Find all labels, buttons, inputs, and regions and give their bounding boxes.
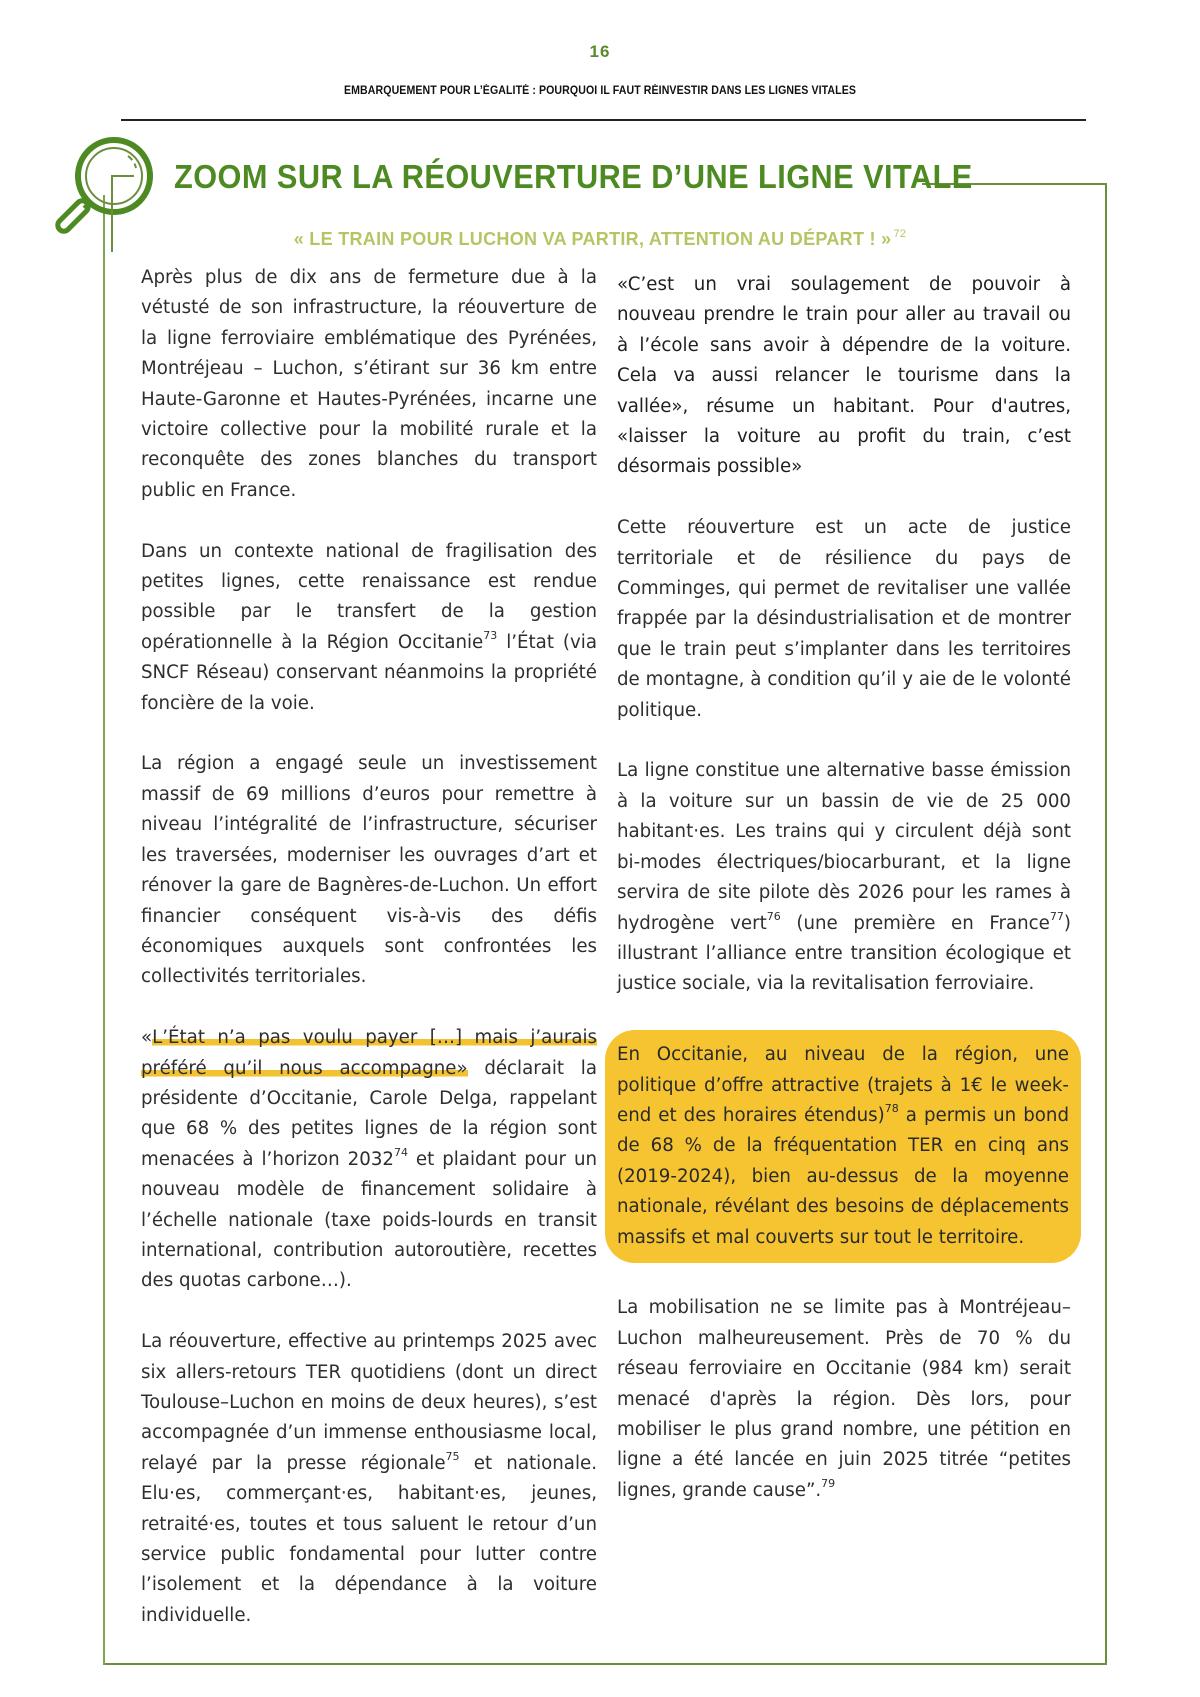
text: (une première en France (780, 912, 1050, 934)
frame-border-right (1105, 183, 1107, 1665)
text: et plaidant pour un nouveau modèle de financement solidaire à l’échelle nationale (taxe poids-lourds en transit international, contribution autoroutière, recettes des quotas carbone…). (141, 1148, 597, 1292)
paragraph: Cette réouverture est un acte de justice territoriale et de résilience du pays de Comminges, qui permet de revitaliser une vallée frappée par la désindustrialisation et de montrer que le train peut s’implanter dans les territoires de montagne, à condition qu’il y aie de le volonté politique. (617, 517, 1071, 721)
subtitle-text: « LE TRAIN POUR LUCHON VA PARTIR, ATTENTION AU DÉPART ! » (293, 229, 892, 249)
right-column (617, 270, 1071, 1537)
text: La réouverture, effective au printemps 2025 avec six allers-retours TER quotidiens (dont un direct Toulouse–Luchon en moins de deux heures), s’est accompagnée d’un immense enthousiasme local, relayé par la presse régionale (141, 1331, 597, 1474)
paragraph (141, 537, 597, 719)
footnote-ref: 77 (1049, 909, 1064, 923)
paragraph (141, 1327, 597, 1631)
paragraph: La région a engagé seule un investissement massif de 69 millions d’euros pour remettre à niveau l’intégralité de l’infrastructure, sécuriser les traversées, moderniser les ouvrages d’art et rénover la gare de Bagnères-de-Luchon. Un effort financier conséquent vis-à-vis des défis économiques auxquels sont confrontées les collectivités territoriales. (141, 753, 597, 988)
footnote-ref: 79 (821, 1476, 836, 1490)
text: Dans un contexte national de fragilisation des petites lignes, cette renaissance est rendue possible par le transfert de la gestion opérationnelle à la Région Occitanie (141, 540, 597, 653)
paragraph (141, 1023, 597, 1297)
footnote-ref: 73 (483, 628, 498, 642)
text: déclarait la présidente d’Occitanie, Carole Delga, rappelant que 68 % des petites lignes de la région sont menacées à l’horizon 2032 (141, 1057, 597, 1170)
footnote-ref: 72 (893, 228, 907, 240)
testimonial-paragraph: «C’est un vrai soulagement de pouvoir à nouveau prendre le train pour aller au travail ou à l’école sans avoir à dépendre de la voiture. Cela va aussi relancer le tourisme dans la vallée», résume un habitant. Pour d'autres, «laisser la voiture au profit du train, c’est désormais possible» (617, 274, 1071, 478)
highlighted-quote: L’État n’a pas voulu payer […] mais j’aurais préféré qu’il nous accompagne» (141, 1027, 597, 1079)
text: La ligne constitue une alternative basse émission à la voiture sur un bassin de vie de 25 000 habitant·es. Les trains qui y circulent déjà sont bi-modes électriques/biocarburant, et la ligne servira de site pilote dès 2026 pour les rames à hydrogène vert (617, 760, 1071, 934)
footnote-ref: 74 (393, 1145, 408, 1159)
text: « (141, 1027, 153, 1049)
frame-border-left (103, 195, 105, 1665)
footnote-ref: 75 (445, 1449, 460, 1463)
paragraph (617, 756, 1071, 999)
text: l’État (via SNCF Réseau) conservant néanmoins la propriété foncière de la voie. (141, 631, 597, 714)
box-title: ZOOM SUR LA RÉOUVERTURE D’UNE LIGNE VITALE (174, 158, 973, 195)
footnote-ref: 76 (766, 909, 781, 923)
text: En Occitanie, au niveau de la région, une politique d’offre attractive (trajets à 1€ le week-end et des horaires étendus) (617, 1044, 1069, 1126)
text: a permis un bond de 68 % de la fréquentation TER en cinq ans (2019-2024), bien au-dessus de la moyenne nationale, révélant des besoins de déplacements massifs et mal couverts sur tout le territoire. (617, 1104, 1069, 1248)
header-divider (121, 119, 1086, 121)
left-column (141, 263, 597, 1662)
text: ) illustrant l’alliance entre transition écologique et justice sociale, via la revitalisation ferroviaire. (617, 912, 1071, 995)
box-subtitle (0, 228, 1200, 250)
frame-border-bottom (103, 1663, 1107, 1665)
page-number: 16 (589, 42, 611, 61)
footnote-ref: 78 (884, 1101, 899, 1115)
highlight-callout (605, 1030, 1081, 1263)
text: et nationale. Elu·es, commerçant·es, habitant·es, jeunes, retraité·es, toutes et tous saluent le retour d’un service public fondamental pour lutter contre l’isolement et la dépendance à la voiture individuelle. (141, 1452, 597, 1626)
paragraph: Après plus de dix ans de fermeture due à la vétusté de son infrastructure, la réouverture de la ligne ferroviaire emblématique des Pyrénées, Montréjeau – Luchon, s’étirant sur 36 km entre Haute-Garonne et Hautes-Pyrénées, incarne une victoire collective pour la mobilité rurale et la reconquête des zones blanches du transport public en France. (141, 267, 597, 501)
running-header: EMBARQUEMENT POUR L’ÉGALITÉ : POURQUOI IL FAUT RÉINVESTIR DANS LES LIGNES VITALES (343, 85, 857, 97)
paragraph (617, 1293, 1071, 1506)
text: La mobilisation ne se limite pas à Montréjeau–Luchon malheureusement. Près de 70 % du réseau ferroviaire en Occitanie (984 km) serait menacé d'après la région. Dès lors, pour mobiliser le plus grand nombre, une pétition en ligne a été lancée en juin 2025 titrée “petites lignes, grande cause”. (617, 1297, 1071, 1501)
